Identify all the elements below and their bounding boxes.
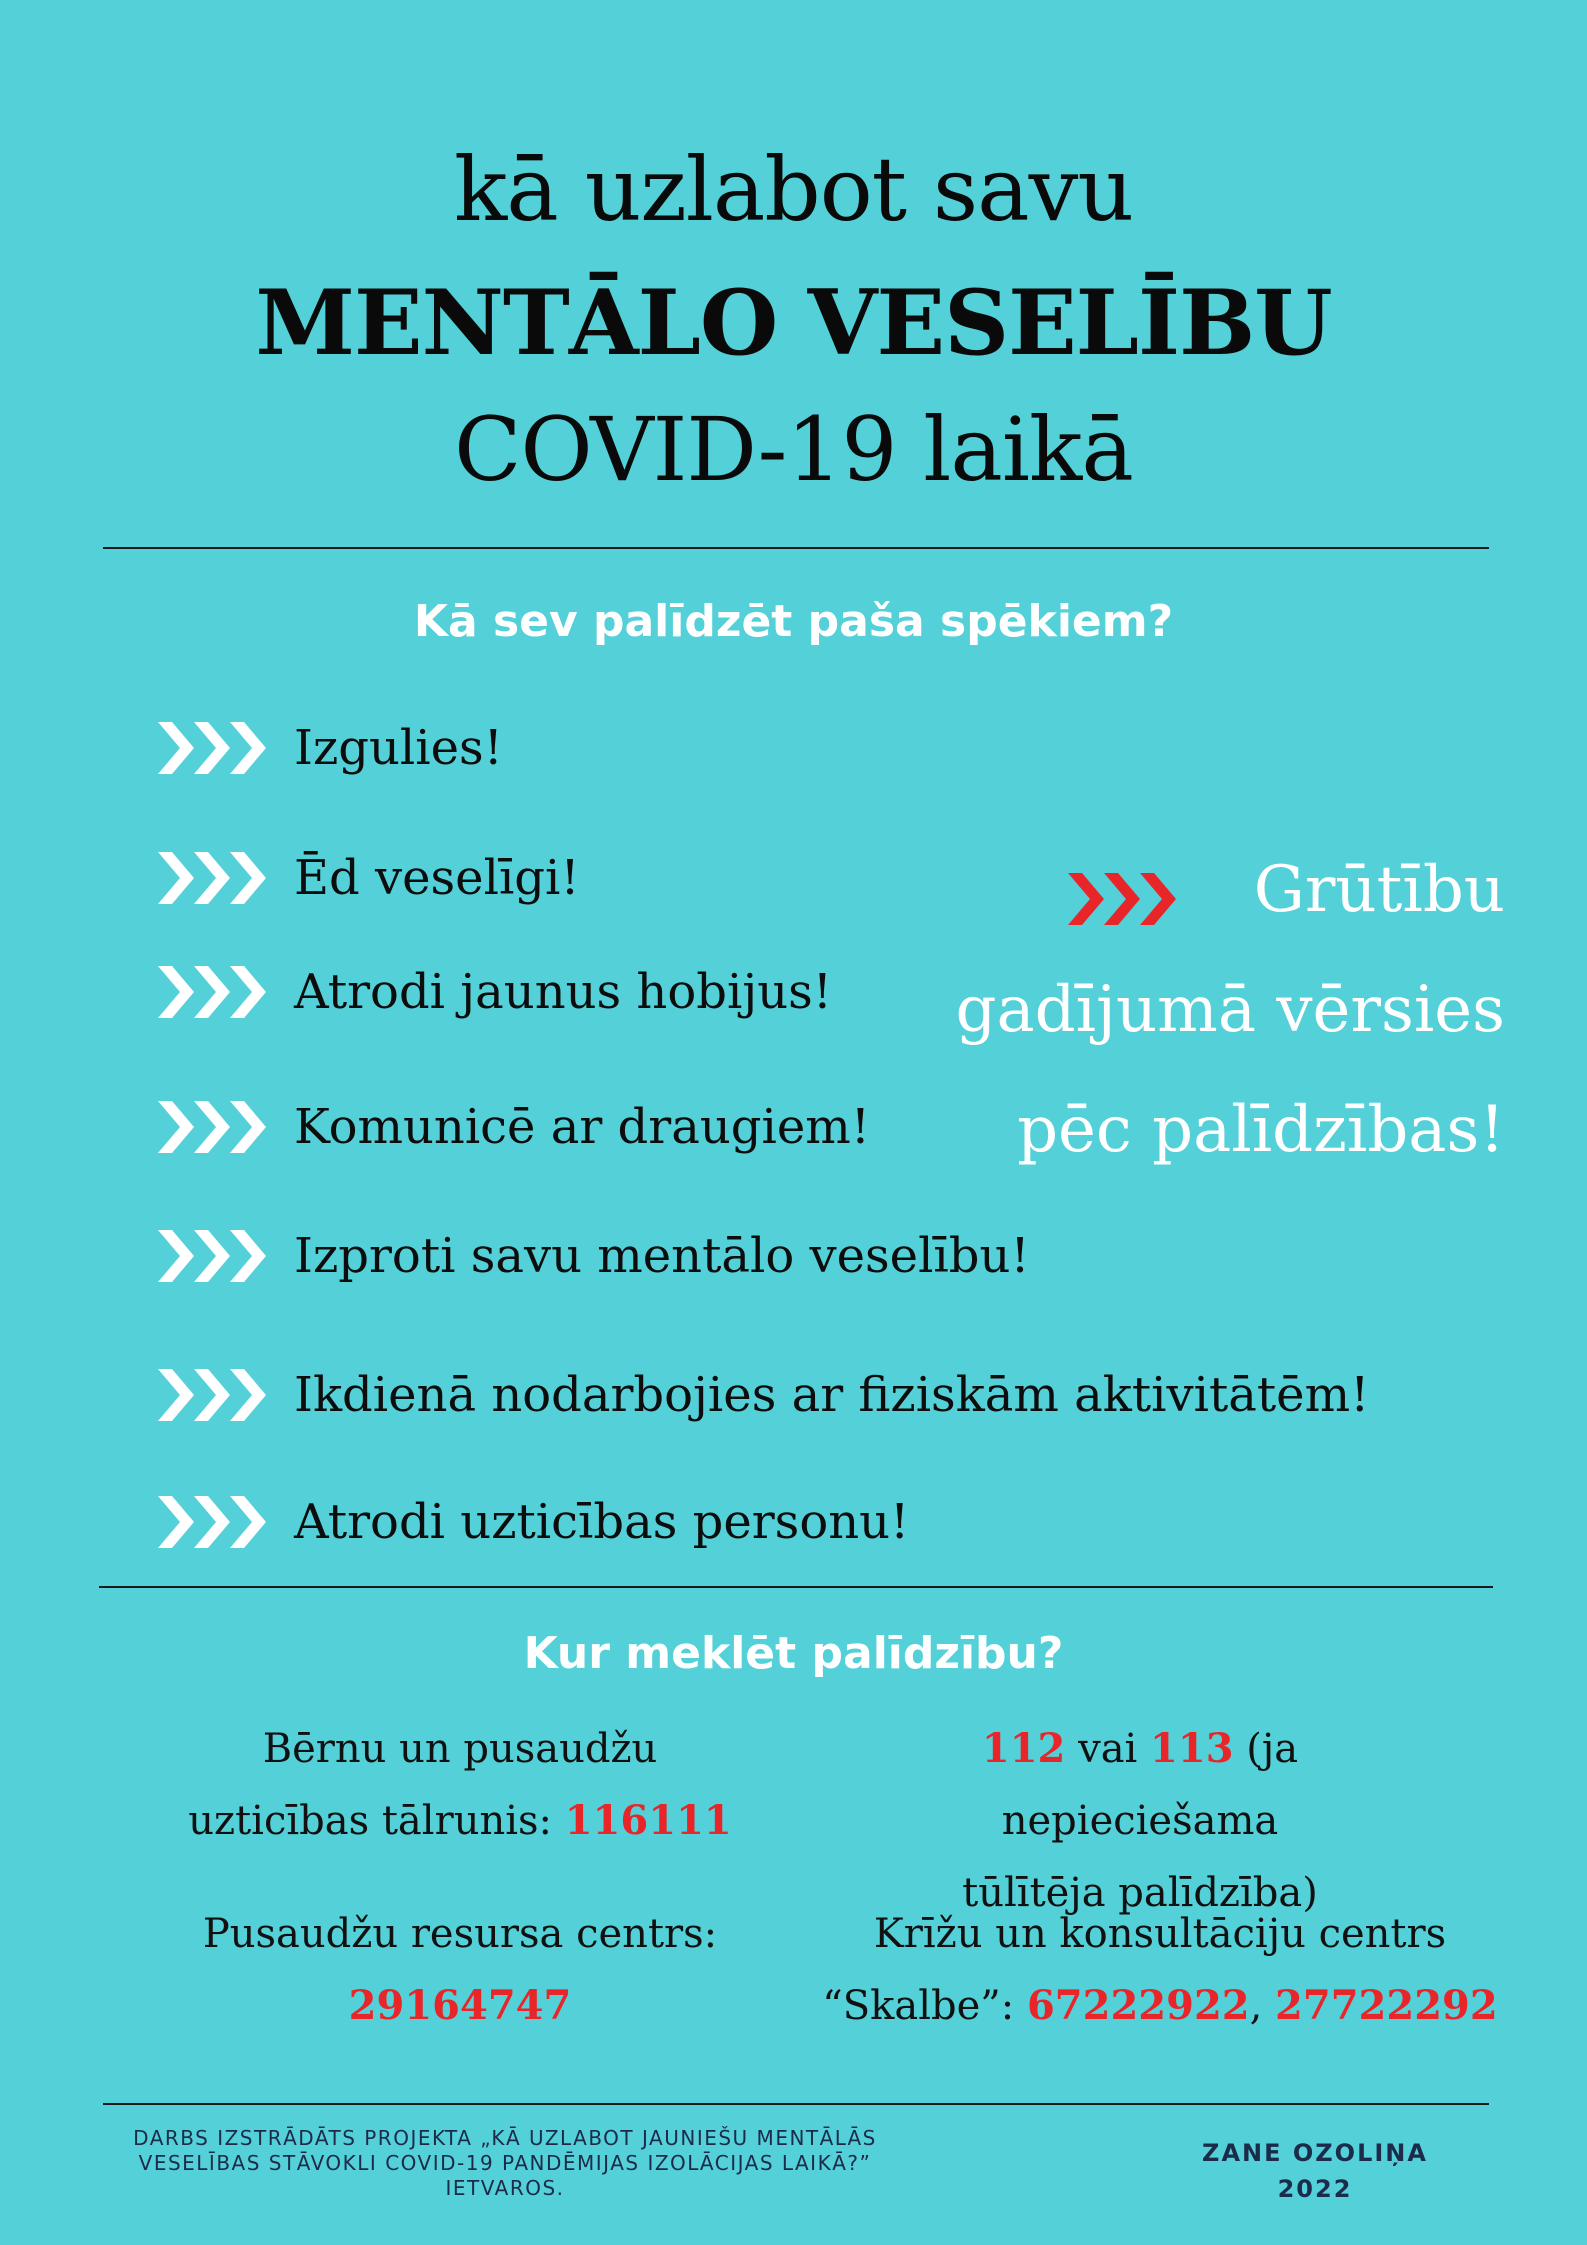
tip-text: Izgulies! bbox=[294, 720, 503, 776]
emergency-sep: vai bbox=[1065, 1726, 1151, 1772]
triple-chevron-icon bbox=[158, 852, 268, 904]
crisis-number-2: 27722292 bbox=[1275, 1982, 1498, 2029]
divider-middle bbox=[99, 1586, 1493, 1588]
emergency-number-2: 113 bbox=[1150, 1725, 1234, 1772]
title-line-3: COVID-19 laikā bbox=[454, 398, 1133, 501]
author-year: 2022 bbox=[1277, 2175, 1353, 2203]
triple-chevron-icon bbox=[158, 966, 268, 1018]
list-item bbox=[158, 1360, 1369, 1430]
crisis-sep: , bbox=[1249, 1983, 1276, 2029]
help-callout bbox=[845, 830, 1505, 1190]
callout-line-1: Grūtību bbox=[1253, 853, 1505, 927]
crisis-center-name: “Skalbe”: bbox=[822, 1983, 1027, 2029]
tip-text: Ēd veselīgi! bbox=[294, 850, 580, 906]
crisis-center-line-2 bbox=[820, 1970, 1500, 2042]
resource-center-label: Pusaudžu resursa centrs: bbox=[202, 1911, 718, 1957]
divider-bottom bbox=[103, 2103, 1489, 2105]
list-item bbox=[158, 713, 503, 783]
triple-chevron-icon bbox=[158, 1369, 268, 1421]
triple-chevron-icon bbox=[158, 1496, 268, 1548]
triple-chevron-icon bbox=[158, 1101, 268, 1153]
list-item bbox=[158, 1487, 909, 1557]
triple-chevron-icon bbox=[158, 722, 268, 774]
footer-line-2: VESELĪBAS STĀVOKLI COVID-19 PANDĒMIJAS IZOLĀCIJAS LAIKĀ?” bbox=[138, 2151, 872, 2175]
emergency-suffix: (ja nepieciešama bbox=[1001, 1726, 1299, 1844]
tip-text: Izproti savu mentālo veselību! bbox=[294, 1228, 1030, 1284]
resource-center-block bbox=[160, 1898, 760, 2042]
callout-line-3: pēc palīdzības! bbox=[1017, 1093, 1505, 1167]
crisis-center-label: Krīžu un konsultāciju centrs bbox=[873, 1911, 1447, 1957]
divider-top bbox=[103, 547, 1489, 549]
list-item bbox=[158, 1221, 1030, 1291]
crisis-center-block bbox=[820, 1898, 1500, 2042]
title-line-2: MENTĀLO VESELĪBU bbox=[255, 270, 1332, 376]
author-name: ZANE OZOLIŅA bbox=[1202, 2139, 1428, 2167]
where-help-heading: Kur meklēt palīdzību? bbox=[523, 1628, 1064, 1679]
list-item bbox=[158, 843, 580, 913]
footer-line-3: IETVAROS. bbox=[445, 2176, 565, 2200]
tip-text: Komunicē ar draugiem! bbox=[294, 1099, 871, 1155]
triple-chevron-icon bbox=[158, 1230, 268, 1282]
self-help-heading: Kā sev palīdzēt paša spēkiem? bbox=[413, 596, 1174, 647]
hotline-line-1: Bērnu un pusaudžu bbox=[262, 1726, 658, 1772]
list-item bbox=[158, 957, 832, 1027]
hotline-block bbox=[160, 1713, 760, 1857]
footer-line-1: DARBS IZSTRĀDĀTS PROJEKTA „KĀ UZLABOT JAUNIEŠU MENTĀLĀS bbox=[133, 2126, 877, 2150]
emergency-line-1 bbox=[840, 1713, 1440, 1857]
list-item bbox=[158, 1092, 870, 1162]
callout-line-2: gadījumā vērsies bbox=[955, 973, 1505, 1047]
title-line-1: kā uzlabot savu bbox=[453, 138, 1134, 241]
crisis-number-1: 67222922 bbox=[1026, 1982, 1250, 2029]
resource-center-number: 29164747 bbox=[348, 1982, 572, 2029]
hotline-line-2 bbox=[160, 1785, 760, 1857]
footer-author bbox=[1150, 2135, 1480, 2207]
footer-project-note bbox=[130, 2126, 880, 2201]
tip-text: Atrodi uzticības personu! bbox=[294, 1494, 910, 1550]
hotline-label: uzticības tālrunis: bbox=[188, 1798, 565, 1844]
hotline-number: 116111 bbox=[564, 1797, 732, 1844]
emergency-number-1: 112 bbox=[981, 1725, 1066, 1772]
tip-text: Atrodi jaunus hobijus! bbox=[294, 964, 833, 1020]
emergency-line-2: tūlītēja palīdzība) bbox=[962, 1870, 1318, 1916]
emergency-block bbox=[840, 1713, 1440, 1929]
tip-text: Ikdienā nodarbojies ar fiziskām aktivitātēm! bbox=[294, 1367, 1370, 1423]
